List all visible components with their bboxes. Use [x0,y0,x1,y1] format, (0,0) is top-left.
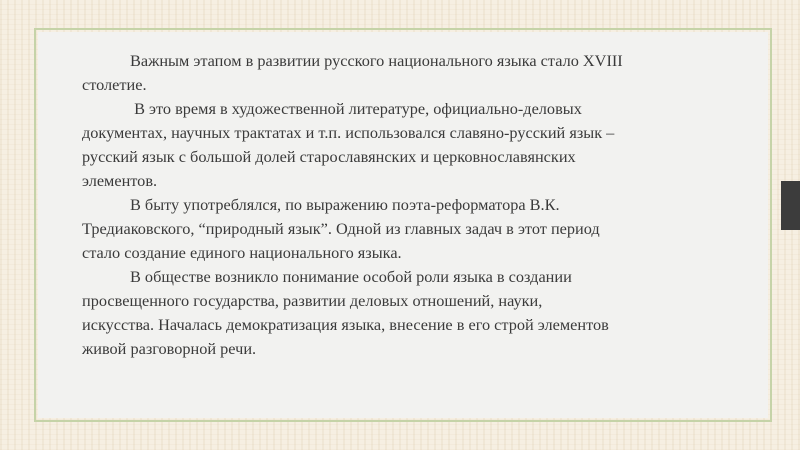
text-line: столетие. [82,75,147,94]
text-line: живой разговорной речи. [82,339,257,358]
text-line: просвещенного государства, развитии деловых отношений, науки, [82,291,543,310]
paragraph-18th-century [82,49,722,97]
text-line: документах, научных трактатах и т.п. использовался славяно-русский язык – [82,123,615,142]
paragraph-slavonic-russian [82,97,722,193]
text-line: элементов. [82,171,158,190]
text-line: В обществе возникло понимание особой роли языка в создании [130,267,572,286]
paragraph-democratization [82,265,722,361]
text-line: стало создание единого национального языка. [82,243,402,262]
text-line: искусства. Началась демократизация языка, внесение в его строй элементов [82,315,609,334]
text-line: В это время в художественной литературе, официально-деловых [130,99,582,118]
text-line: Тредиаковского, “природный язык”. Одной из главных задач в этот период [82,219,600,238]
paragraph-natural-language [82,193,722,265]
text-line: В быту употреблялся, по выражению поэта-реформатора В.К. [130,195,560,214]
text-line: русский язык с большой долей старославянских и церковнославянских [82,147,576,166]
slide-text [82,49,722,361]
right-accent-bar [781,181,800,230]
text-line: Важным этапом в развитии русского национального языка стало XVIII [130,51,623,70]
